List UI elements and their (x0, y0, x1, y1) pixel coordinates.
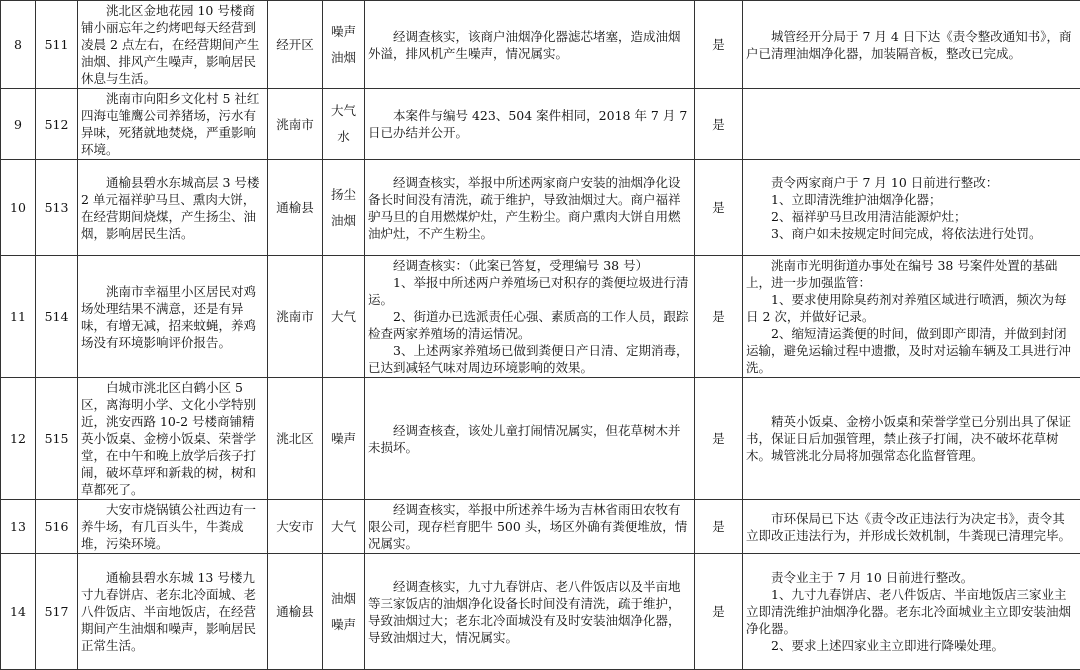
handling-cell (743, 378, 1080, 500)
handling-cell-line: 责令两家商户于 7 月 10 日前进行整改： (746, 174, 1077, 191)
case-number-cell: 514 (36, 256, 78, 378)
handling-cell-line: 1、九寸九春饼店、老八件饭店、半亩地饭店三家业主立即清洗维护油烟净化器。老东北冷面城业主立即安装油烟净化器。 (746, 586, 1077, 637)
table-row (1, 1, 1080, 89)
handling-cell (743, 554, 1080, 670)
area-cell: 通榆县 (268, 554, 323, 670)
handling-cell-line: 城管经开分局于 7 月 4 日下达《责令整改通知书》，商户已清理油烟净化器，加装隔音板，整改已完成。 (746, 28, 1077, 62)
handling-cell-line: 洮南市光明街道办事处在编号 38 号案件处置的基础上，进一步加强监管： (746, 257, 1077, 291)
table-body (1, 1, 1080, 670)
pollution-type-cell-line: 大气 (326, 304, 361, 330)
complaint-content-cell: 通榆县碧水东城 13 号楼九寸九春饼店、老东北冷面城、老八件饭店、半亩地饭店，在经营期间产生油烟和噪声，影响居民正常生活。 (78, 554, 268, 670)
investigation-cell (365, 378, 695, 500)
pollution-type-cell-line: 噪声 (326, 426, 361, 452)
investigation-cell-line: 3、上述两家养殖场已做到粪便日产日清、定期消毒，已达到减轻气味对周边环境影响的效果。 (368, 342, 691, 376)
area-cell: 通榆县 (268, 160, 323, 256)
verified-cell: 是 (695, 378, 743, 500)
area-cell: 洮南市 (268, 256, 323, 378)
verified-cell: 是 (695, 256, 743, 378)
pollution-type-cell-line: 大气 (326, 514, 361, 540)
pollution-type-cell (323, 554, 365, 670)
investigation-cell (365, 500, 695, 554)
pollution-type-cell-line: 水 (326, 124, 361, 150)
pollution-type-cell (323, 89, 365, 160)
investigation-cell (365, 554, 695, 670)
seq-cell: 13 (1, 500, 36, 554)
case-number-cell: 511 (36, 1, 78, 89)
case-number-cell: 513 (36, 160, 78, 256)
table-row (1, 89, 1080, 160)
handling-cell (743, 160, 1080, 256)
area-cell: 洮南市 (268, 89, 323, 160)
investigation-cell-line: 本案件与编号 423、504 案件相同，2018 年 7 月 7 日已办结并公开。 (368, 107, 691, 141)
handling-cell-line: 1、立即清洗维护油烟净化器； (746, 191, 1077, 208)
investigation-cell-line: 经调查核实，举报中所述两家商户安装的油烟净化设备长时间没有清洗，疏于维护，导致油烟过大。商户福祥驴马旦的自用燃煤炉灶，产生粉尘。商户熏肉大饼自用燃油炉灶，不产生粉尘。 (368, 174, 691, 242)
pollution-type-cell (323, 160, 365, 256)
handling-cell (743, 500, 1080, 554)
investigation-cell-line: 2、街道办已选派责任心强、素质高的工作人员，跟踪检查两家养殖场的清运情况。 (368, 308, 691, 342)
handling-cell-line: 1、要求使用除臭药剂对养殖区域进行喷洒，频次为每日 2 次，并做好记录。 (746, 291, 1077, 325)
complaint-content-cell: 大安市烧锅镇公社西边有一养牛场，有几百头牛，牛粪成堆，污染环境。 (78, 500, 268, 554)
area-cell: 大安市 (268, 500, 323, 554)
pollution-type-cell-line: 油烟 (326, 208, 361, 234)
investigation-cell-line: 经调查核实，九寸九春饼店、老八件饭店以及半亩地等三家饭店的油烟净化设备长时间没有清洗，疏于维护，导致油烟过大；老东北冷面城没有及时安装油烟净化器，导致油烟过大，情况属实。 (368, 578, 691, 646)
verified-cell: 是 (695, 160, 743, 256)
seq-cell: 8 (1, 1, 36, 89)
area-cell: 经开区 (268, 1, 323, 89)
table-row (1, 554, 1080, 670)
investigation-cell (365, 160, 695, 256)
pollution-type-cell (323, 256, 365, 378)
verified-cell: 是 (695, 89, 743, 160)
handling-cell-line: 市环保局已下达《责令改正违法行为决定书》，责令其立即改正违法行为，并形成长效机制，牛粪现已清理完毕。 (746, 510, 1077, 544)
handling-cell-line: 2、福祥驴马旦改用清洁能源炉灶； (746, 208, 1077, 225)
investigation-cell-line: 经调查核查，该处儿童打闹情况属实，但花草树木并未损坏。 (368, 422, 691, 456)
investigation-cell-line: 经调查核实，该商户油烟净化器滤芯堵塞，造成油烟外溢，排风机产生噪声，情况属实。 (368, 28, 691, 62)
handling-cell-line: 3、商户如未按规定时间完成，将依法进行处罚。 (746, 225, 1077, 242)
table-row (1, 500, 1080, 554)
table-row (1, 256, 1080, 378)
complaint-content-cell: 洮南市幸福里小区居民对鸡场处理结果不满意，还是有异味，有增无减，招来蚊蝇，养鸡场没有环境影响评价报告。 (78, 256, 268, 378)
pollution-type-cell-line: 油烟 (326, 45, 361, 71)
handling-cell-line: 2、缩短清运粪便的时间，做到即产即清，并做到封闭运输，避免运输过程中遗撒，及时对运输车辆及工具进行冲洗。 (746, 325, 1077, 376)
pollution-type-cell-line: 油烟 (326, 586, 361, 612)
complaint-content-cell: 白城市洮北区白鹤小区 5 区，离海明小学、文化小学特别近，洮安西路 10-2 号楼商铺精英小饭桌、金榜小饭桌、荣誉学堂，在中午和晚上放学后孩子打闹，破坏草坪和新栽的树，树和草都死了。 (78, 378, 268, 500)
case-number-cell: 517 (36, 554, 78, 670)
investigation-cell-line: 经调查核实，举报中所述养牛场为吉林省雨田农牧有限公司，现存栏育肥牛 500 头，场区外确有粪便堆放，情况属实。 (368, 501, 691, 552)
complaint-content-cell: 洮南市向阳乡文化村 5 社红四海屯雏鹰公司养猪场，污水有异味，死猪就地焚烧，严重影响环境。 (78, 89, 268, 160)
pollution-type-cell (323, 1, 365, 89)
pollution-type-cell-line: 噪声 (326, 612, 361, 638)
case-number-cell: 512 (36, 89, 78, 160)
verified-cell: 是 (695, 500, 743, 554)
investigation-cell-line: 经调查核实：（此案已答复，受理编号 38 号） (368, 257, 691, 274)
verified-cell: 是 (695, 1, 743, 89)
pollution-type-cell-line: 噪声 (326, 19, 361, 45)
handling-cell (743, 89, 1080, 160)
seq-cell: 10 (1, 160, 36, 256)
handling-cell (743, 1, 1080, 89)
pollution-type-cell-line: 大气 (326, 98, 361, 124)
seq-cell: 14 (1, 554, 36, 670)
complaint-content-cell: 通榆县碧水东城高层 3 号楼 2 单元福祥驴马旦、熏肉大饼，在经营期间烧煤，产生扬尘、油烟，影响居民生活。 (78, 160, 268, 256)
investigation-cell (365, 256, 695, 378)
handling-cell-line: 责令业主于 7 月 10 日前进行整改。 (746, 569, 1077, 586)
handling-cell-line: 精英小饭桌、金榜小饭桌和荣誉学堂已分别出具了保证书，保证日后加强管理，禁止孩子打闹，决不破坏花草树木。城管洮北分局将加强常态化监督管理。 (746, 413, 1077, 464)
verified-cell: 是 (695, 554, 743, 670)
investigation-cell (365, 89, 695, 160)
pollution-type-cell (323, 378, 365, 500)
table-row (1, 160, 1080, 256)
investigation-cell (365, 1, 695, 89)
seq-cell: 12 (1, 378, 36, 500)
complaint-content-cell: 洮北区金地花园 10 号楼商铺小丽忘年之约烤吧每天经营到凌晨 2 点左右，在经营期间产生油烟、排风产生噪声，影响居民休息与生活。 (78, 1, 268, 89)
investigation-cell-line: 1、举报中所述两户养殖场已对积存的粪便垃圾进行清运。 (368, 274, 691, 308)
seq-cell: 9 (1, 89, 36, 160)
case-number-cell: 516 (36, 500, 78, 554)
pollution-type-cell-line: 扬尘 (326, 182, 361, 208)
pollution-type-cell (323, 500, 365, 554)
case-number-cell: 515 (36, 378, 78, 500)
seq-cell: 11 (1, 256, 36, 378)
area-cell: 洮北区 (268, 378, 323, 500)
handling-cell (743, 256, 1080, 378)
table-row (1, 378, 1080, 500)
handling-cell-line: 2、要求上述四家业主立即进行降噪处理。 (746, 637, 1077, 654)
